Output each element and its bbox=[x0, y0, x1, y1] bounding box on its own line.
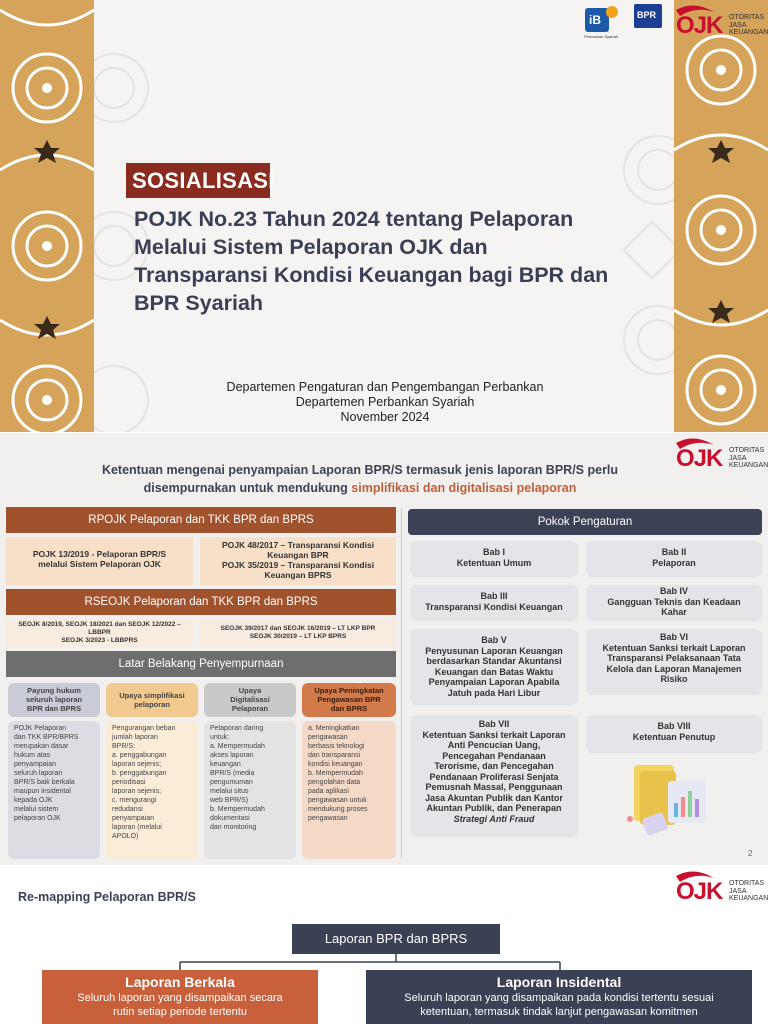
rseojk-header: RSEOJK Pelaporan dan TKK BPR dan BPRS bbox=[6, 589, 396, 615]
bab-4: Bab IV Gangguan Teknis dan Keadaan Kahar bbox=[586, 585, 762, 621]
laporan-berkala-box bbox=[42, 970, 318, 1024]
bpr-logo bbox=[634, 4, 664, 40]
page-number: 2 bbox=[748, 849, 753, 858]
bab-3: Bab III Transparansi Kondisi Keuangan bbox=[410, 585, 578, 621]
column-divider bbox=[401, 508, 402, 858]
rseojk-left-cell: SEOJK 8/2019, SEOJK 18/2021 dan SEOJK 12/2022 – LBBPR SEOJK 3/2023 - LBBPRS bbox=[6, 619, 193, 647]
sosialisasi-badge: SOSIALISASI bbox=[126, 163, 270, 198]
batik-ornament-right bbox=[674, 0, 768, 432]
bab-2: Bab II Pelaporan bbox=[586, 541, 762, 577]
column-header-digitalisasi: Upaya Digitalisasi Pelaporan bbox=[204, 683, 296, 717]
bab-7: Bab VII Ketentuan Sanksi terkait Laporan Anti Pencucian Uang, Pencegahan Pendanaan Terorisme, dan Pencegahan Pendanaan Proliferasi Senjata Pemusnah Massal, Penggunaan Jasa Akuntan Publik dan Kantor Akuntan Publik, dan Penerapan Strategi Anti Fraud bbox=[410, 715, 578, 837]
slide-remapping bbox=[0, 866, 768, 1024]
ib-logo-text: iB bbox=[589, 13, 601, 27]
laporan-bpr-bprs-box: Laporan BPR dan BPRS bbox=[292, 924, 500, 954]
laporan-insidental-box bbox=[366, 970, 752, 1024]
ojk-logo-caption: OTORITAS JASA KEUANGAN bbox=[729, 880, 768, 902]
laporan-berkala-title: Laporan Berkala bbox=[125, 974, 235, 990]
batik-ornament-left bbox=[0, 0, 94, 432]
column-body-digitalisasi: Pelaporan daring untuk: a. Mempermudah akses laporan keuangan BPR/S (media pengumuman melalui situs web BPR/S) b. Mempermudah dokumentasi dan monitoring bbox=[204, 721, 296, 859]
slide-ketentuan bbox=[0, 433, 768, 865]
ojk-logo-caption: OTORITAS JASA KEUANGAN bbox=[729, 447, 768, 469]
ojk-logo-text: OJK bbox=[676, 12, 723, 39]
report-documents-illustration-icon bbox=[620, 759, 712, 839]
ojk-logo-text: OJK bbox=[676, 445, 723, 472]
column-body-payung-hukum: POJK Pelaporan dan TKK BPR/BPRS merupakan dasar hukum atas penyampaian seluruh laporan BPR/S baik berkala maupun insidental kepada OJK melalui sistem pelaporan OJK bbox=[8, 721, 100, 859]
highlight-text: simplifikasi dan digitalisasi pelaporan bbox=[351, 481, 577, 495]
ojk-logo bbox=[672, 868, 768, 908]
column-header-payung-hukum: Payung hukum seluruh laporan BPR dan BPRS bbox=[8, 683, 100, 717]
laporan-insidental-title: Laporan Insidental bbox=[496, 974, 622, 990]
slide-cover bbox=[0, 0, 768, 432]
laporan-berkala-desc: Seluruh laporan yang disampaikan secara rutin setiap periode tertentu bbox=[77, 992, 283, 1018]
intro-statement: Ketentuan mengenai penyampaian Laporan BPR/S termasuk jenis laporan BPR/S perlu disempurnakan untuk mendukung simplifikasi dan digitalisasi pelaporan bbox=[101, 463, 619, 495]
rpojk-header: RPOJK Pelaporan dan TKK BPR dan BPRS bbox=[6, 507, 396, 533]
rpojk-right-cell: POJK 48/2017 – Transparansi Kondisi Keuangan BPR POJK 35/2019 – Transparansi Kondisi Keuangan BPRS bbox=[200, 537, 396, 585]
batik-pattern-icon bbox=[0, 0, 94, 432]
bab-6: Bab VI Ketentuan Sanksi terkait Laporan Transparansi Pelaksanaan Tata Kelola dan Laporan Manajemen Risiko bbox=[586, 629, 762, 695]
column-header-pengawasan: Upaya Peningkatan Pengawasan BPR dan BPRS bbox=[302, 683, 396, 717]
ib-logo-subtitle: Perbankan Syariah bbox=[584, 34, 619, 39]
batik-pattern-icon bbox=[674, 0, 768, 432]
ojk-logo bbox=[672, 435, 768, 475]
bab-8: Bab VIII Ketentuan Penutup bbox=[586, 715, 762, 753]
ojk-logo-text: OJK bbox=[676, 878, 723, 905]
bab-5: Bab V Penyusunan Laporan Keuangan berdasarkan Standar Akuntansi Keuangan dan Batas Waktu Penyampaian Laporan Apabila Jatuh pada Hari Libur bbox=[410, 629, 578, 705]
rpojk-left-cell: POJK 13/2019 - Pelaporan BPR/S melalui Sistem Pelaporan OJK bbox=[6, 537, 193, 585]
ojk-logo-caption: OTORITAS JASA KEUANGAN bbox=[729, 14, 768, 36]
department-line-1: Departemen Pengaturan dan Pengembangan Perbankan bbox=[226, 380, 544, 394]
rseojk-right-cell: SEOJK 39/2017 dan SEOJK 16/2019 – LT LKP BPR SEOJK 30/2019 – LT LKP BPRS bbox=[200, 619, 396, 647]
ib-logo bbox=[584, 4, 620, 40]
column-body-simplifikasi: Pengurangan beban jumlah laporan BPR/S: a. penggabungan laporan sejenis; b. penggabungan periodisasi laporan sejenis; c. mengurangi redudansi penyampaian laporan (melalui APOLO) bbox=[106, 721, 198, 859]
department-line-2: Departemen Perbankan Syariah bbox=[295, 395, 475, 409]
slide-title: Re-mapping Pelaporan BPR/S bbox=[18, 890, 196, 904]
cover-title: POJK No.23 Tahun 2024 tentang Pelaporan Melalui Sistem Pelaporan OJK dan Transparansi Kondisi Keuangan bagi BPR dan BPR Syariah bbox=[134, 207, 609, 315]
column-header-simplifikasi: Upaya simplifikasi pelaporan bbox=[106, 683, 198, 717]
column-body-pengawasan: a. Meningkatkan pengawasan berbasis teknologi dan transparansi kondisi keuangan b. Mempermudah pengolahan data pada aplikasi pengawasan untuk mendukung proses pengawasan bbox=[302, 721, 396, 859]
presentation-date: November 2024 bbox=[340, 410, 430, 424]
bab-1: Bab I Ketentuan Umum bbox=[410, 541, 578, 577]
ojk-logo bbox=[672, 2, 768, 42]
hierarchy-connector bbox=[0, 954, 768, 970]
laporan-insidental-desc: Seluruh laporan yang disampaikan pada kondisi tertentu sesuai ketentuan, termasuk tindak lanjut pengawasan komitmen bbox=[404, 992, 714, 1018]
pokok-pengaturan-header: Pokok Pengaturan bbox=[408, 509, 762, 535]
bpr-logo-text: BPR bbox=[637, 10, 657, 20]
latar-belakang-header: Latar Belakang Penyempurnaan bbox=[6, 651, 396, 677]
